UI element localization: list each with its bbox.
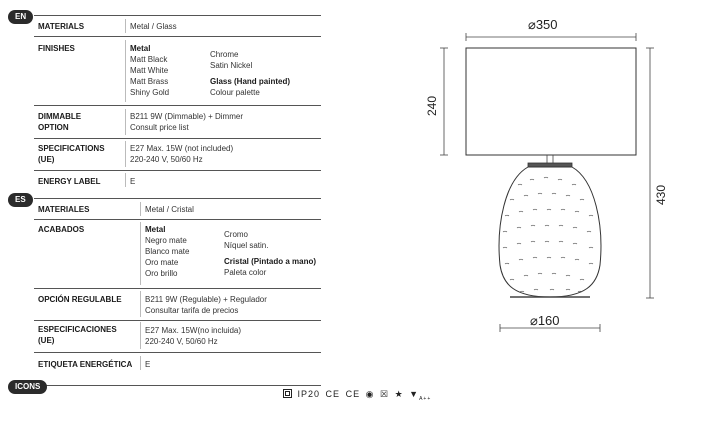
ce-mark-icon: CE	[325, 389, 341, 399]
finish-item: Satin Nickel	[210, 61, 253, 70]
finish-item: Blanco mate	[145, 247, 190, 256]
en-finishes-metal-title: Metal	[130, 44, 151, 53]
finish-item: Matt White	[130, 66, 169, 75]
value-line: E27 Max. 15W(no incluida)	[145, 326, 242, 335]
finish-item: Colour palette	[210, 88, 260, 97]
weee-bin-icon: ☒	[379, 389, 390, 399]
ip20-label: IP20	[297, 389, 321, 399]
es-energy-label: ETIQUETA ENERGÉTICA	[38, 360, 133, 369]
energy-rating-sub: A++	[419, 395, 432, 402]
value-line: Consultar tarifa de precios	[145, 306, 239, 315]
glass-bubble-pattern	[503, 177, 593, 292]
en-energy-label: ENERGY LABEL	[38, 177, 101, 186]
lamp-shade	[466, 48, 636, 155]
label-line: (UE)	[38, 336, 55, 345]
es-energy-value: E	[145, 360, 151, 369]
en-finishes-glass-title: Glass (Hand painted)	[210, 77, 291, 86]
es-materials-label: MATERIALES	[38, 205, 90, 214]
finish-item: Matt Black	[130, 55, 168, 64]
value-line: 220-240 V, 50/60 Hz	[145, 337, 218, 346]
icons-section-badge: ICONS	[8, 380, 47, 394]
value-line: Consult price list	[130, 123, 189, 132]
shade-height-label: 240	[425, 95, 439, 116]
shade-diameter-label: ⌀350	[528, 17, 558, 32]
en-section-badge: EN	[8, 10, 33, 24]
energy-rating-icon: $▼_{A++}$	[409, 389, 432, 402]
finish-item: Matt Brass	[130, 77, 169, 86]
lamp-neck	[528, 163, 572, 167]
es-materials-value: Metal / Cristal	[145, 205, 194, 214]
label-line: OPTION	[38, 123, 69, 132]
value-line: B211 9W (Dimmable) + Dimmer	[130, 112, 243, 121]
value-line: B211 9W (Regulable) + Regulador	[145, 295, 267, 304]
en-materials-label: MATERIALS	[38, 22, 85, 31]
en-finishes-label: FINISHES	[38, 44, 75, 53]
led-bulb-icon: ★	[394, 389, 404, 399]
es-finishes-label: ACABADOS	[38, 225, 85, 234]
label-line: (UE)	[38, 155, 55, 164]
finish-item: Oro brillo	[145, 269, 178, 278]
lamp-glass-body	[499, 167, 601, 297]
finish-item: Paleta color	[224, 268, 267, 277]
es-section-badge: ES	[8, 193, 33, 207]
es-finishes-glass-title: Cristal (Pintado a mano)	[224, 257, 317, 266]
finish-item: Níquel satin.	[224, 241, 269, 250]
label-line: ESPECIFICACIONES	[38, 325, 117, 334]
finish-item: Chrome	[210, 50, 239, 59]
finish-item: Oro mate	[145, 258, 179, 267]
finish-item: Cromo	[224, 230, 249, 239]
es-finishes-metal-title: Metal	[145, 225, 166, 234]
value-line: 220-240 V, 50/60 Hz	[130, 155, 203, 164]
ce-mark-icon: CE	[345, 389, 361, 399]
label-line: DIMMABLE	[38, 112, 82, 121]
rohs-icon: ◉	[365, 389, 375, 399]
value-line: E27 Max. 15W (not included)	[130, 144, 234, 153]
finish-item: Shiny Gold	[130, 88, 170, 97]
total-height-label: 430	[654, 184, 668, 205]
finish-item: Negro mate	[145, 236, 187, 245]
es-dimmable-label: OPCIÓN REGULABLE	[38, 295, 122, 304]
en-materials-value: Metal / Glass	[130, 22, 177, 31]
label-line: SPECIFICATIONS	[38, 144, 105, 153]
base-diameter-label: ⌀160	[530, 313, 560, 328]
en-energy-value: E	[130, 177, 136, 186]
